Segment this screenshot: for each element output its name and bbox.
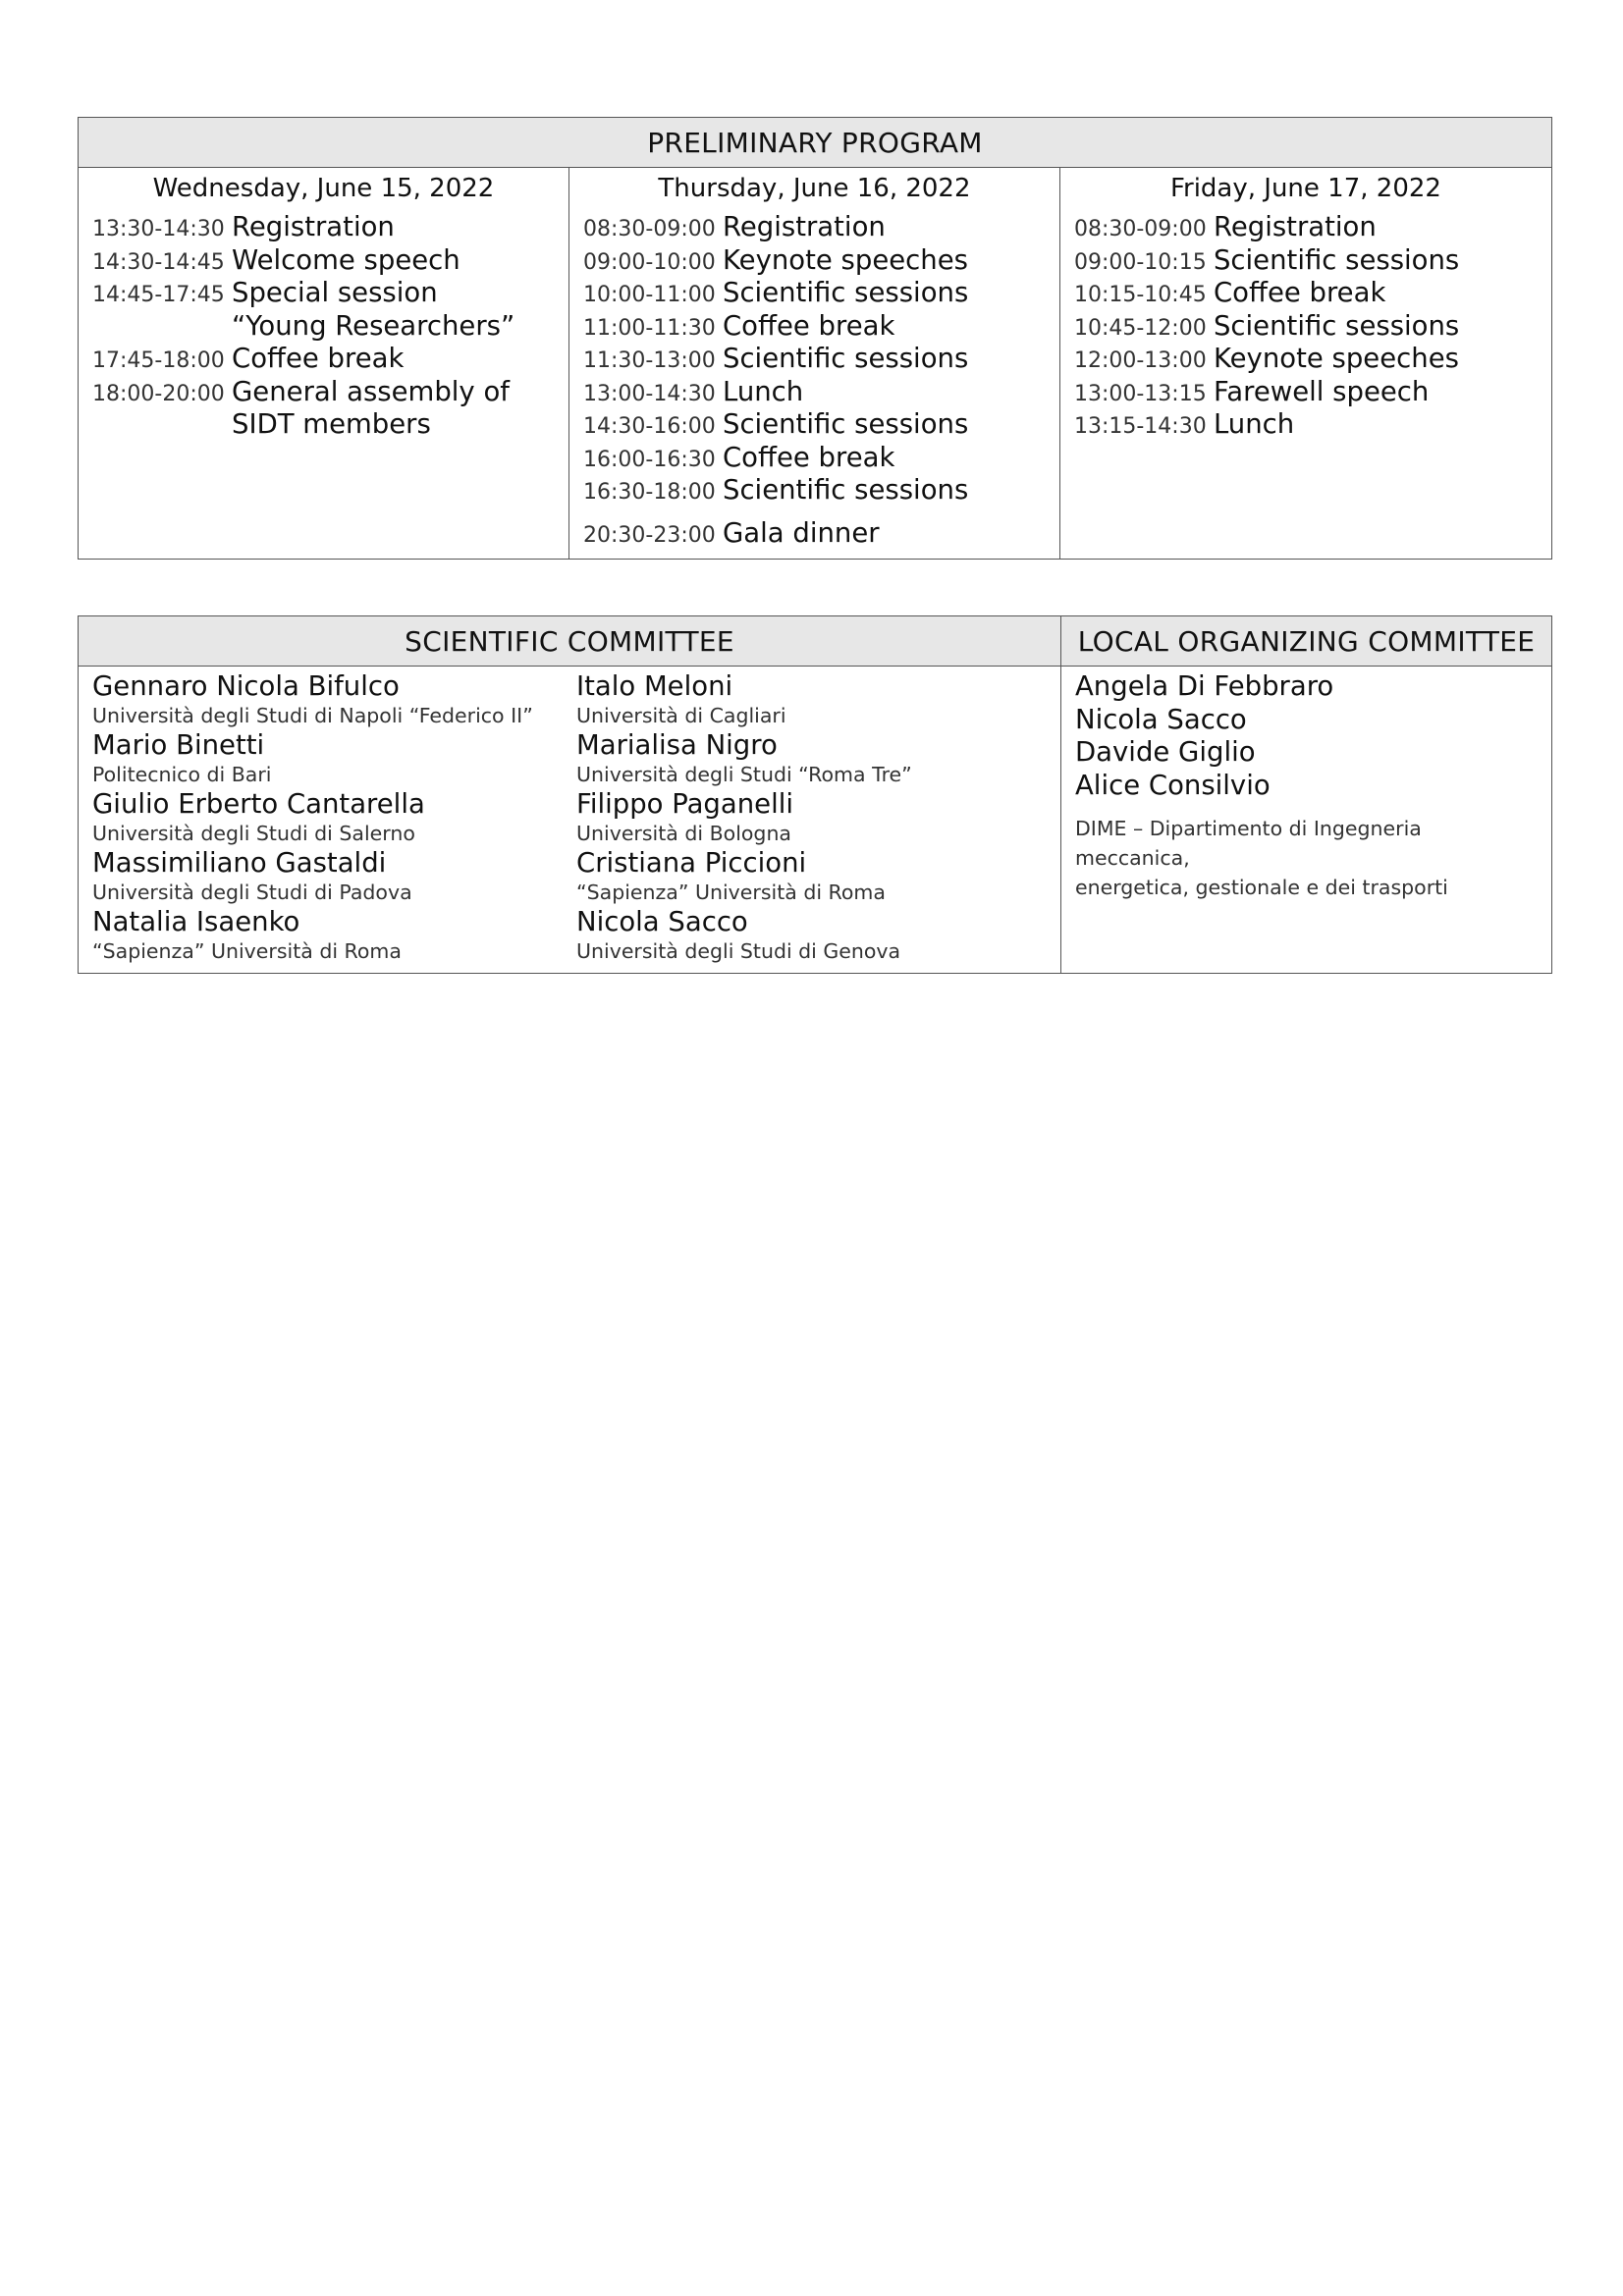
time-slot: 13:15-14:30 — [1073, 414, 1207, 439]
activity: Registration — [722, 211, 886, 242]
time-slot: 17:45-18:00 — [92, 348, 225, 373]
activity: SIDT members — [232, 408, 431, 440]
activity: Scientific sessions — [1213, 243, 1460, 276]
schedule-row — [92, 310, 568, 344]
activity: Lunch — [1213, 408, 1295, 440]
activity: Special session — [232, 277, 438, 308]
member-name: Angela Di Febbraro — [1075, 670, 1334, 702]
schedule-row — [583, 408, 1059, 442]
schedule-row — [1074, 376, 1551, 409]
schedule-row — [92, 211, 568, 244]
time-slot: 11:30-13:00 — [582, 348, 716, 373]
activity: Coffee break — [722, 441, 895, 473]
member-affiliation: Università degli Studi di Salerno — [92, 822, 415, 845]
program-table — [78, 117, 1552, 560]
activity: Lunch — [722, 375, 804, 407]
member-name: Filippo Paganelli — [576, 788, 793, 820]
member-name: Cristiana Piccioni — [576, 847, 807, 879]
schedule-row — [92, 408, 568, 442]
member-affiliation: Università degli Studi di Padova — [92, 881, 412, 904]
activity: Coffee break — [722, 309, 895, 342]
time-slot: 13:00-14:30 — [582, 381, 716, 406]
time-slot: 14:45-17:45 — [92, 283, 225, 307]
member-name: Giulio Erberto Cantarella — [92, 788, 425, 820]
member-name: Gennaro Nicola Bifulco — [92, 670, 400, 702]
activity: Registration — [1213, 211, 1377, 242]
member-name: Mario Binetti — [92, 729, 265, 761]
local-organizing-committee — [1061, 616, 1551, 973]
activity: Registration — [232, 211, 395, 242]
time-slot: 14:30-16:00 — [582, 414, 716, 439]
member-name: Alice Consilvio — [1075, 769, 1271, 801]
schedule-row — [1074, 343, 1551, 376]
time-slot: 08:30-09:00 — [582, 217, 716, 241]
member-affiliation: Università degli Studi “Roma Tre” — [576, 763, 912, 786]
member-name: Natalia Isaenko — [92, 906, 300, 937]
member-affiliation: Università di Cagliari — [576, 704, 786, 727]
member-affiliation: Università degli Studi di Napoli “Federico II” — [92, 704, 533, 727]
schedule-row — [583, 517, 1059, 551]
activity: Coffee break — [1213, 277, 1386, 308]
member-name: Italo Meloni — [576, 670, 733, 702]
time-slot: 16:30-18:00 — [582, 480, 716, 505]
member-name: Nicola Sacco — [576, 906, 748, 937]
time-slot: 20:30-23:00 — [582, 522, 716, 548]
time-slot: 11:00-11:30 — [582, 315, 716, 341]
member-name: Marialisa Nigro — [576, 729, 778, 761]
time-slot: 12:00-13:00 — [1073, 348, 1207, 373]
committee-column — [92, 670, 576, 965]
schedule-row — [583, 343, 1059, 376]
member-name: Davide Giglio — [1075, 736, 1256, 768]
schedule-row — [1074, 310, 1551, 344]
schedule-row — [583, 244, 1059, 278]
activity: Gala dinner — [722, 516, 880, 549]
schedule-row — [92, 376, 568, 409]
time-slot: 09:00-10:15 — [1073, 249, 1207, 275]
activity: Scientific sessions — [1213, 309, 1460, 342]
activity: Scientific sessions — [722, 474, 969, 506]
time-slot: 16:00-16:30 — [582, 447, 716, 472]
schedule-row — [92, 277, 568, 310]
schedule-row — [583, 277, 1059, 310]
activity: Scientific sessions — [722, 343, 969, 374]
time-slot: 10:15-10:45 — [1073, 283, 1207, 307]
time-slot: 13:30-14:30 — [92, 217, 225, 241]
department-note-line: DIME – Dipartimento di Ingegneria meccanica, — [1075, 817, 1422, 870]
activity: Keynote speeches — [1213, 343, 1459, 374]
activity: Scientific sessions — [722, 277, 969, 308]
member-affiliation: Università di Bologna — [576, 822, 791, 845]
time-slot: 09:00-10:00 — [582, 249, 716, 275]
program-title: PRELIMINARY PROGRAM — [79, 118, 1551, 168]
member-affiliation: Politecnico di Bari — [92, 763, 272, 786]
committee-column — [576, 670, 1060, 965]
schedule-row — [1074, 408, 1551, 442]
time-slot: 18:00-20:00 — [92, 381, 225, 406]
schedule-row — [583, 376, 1059, 409]
member-name: Nicola Sacco — [1075, 703, 1247, 735]
day-date: Wednesday, June 15, 2022 — [152, 174, 495, 203]
time-slot: 14:30-14:45 — [92, 249, 225, 275]
member-affiliation: “Sapienza” Università di Roma — [576, 881, 886, 904]
activity: Keynote speeches — [722, 243, 968, 276]
activity: Welcome speech — [232, 243, 460, 276]
time-slot: 08:30-09:00 — [1073, 217, 1207, 241]
time-slot: 13:00-13:15 — [1073, 381, 1207, 406]
day-date: Thursday, June 16, 2022 — [658, 174, 971, 203]
schedule-row — [92, 343, 568, 376]
member-affiliation: “Sapienza” Università di Roma — [92, 939, 402, 963]
member-affiliation: Università degli Studi di Genova — [576, 939, 901, 963]
day-column-friday — [1060, 168, 1551, 560]
local-committee-title: LOCAL ORGANIZING COMMITTEE — [1061, 616, 1551, 667]
schedule-row — [583, 310, 1059, 344]
day-date: Friday, June 17, 2022 — [1169, 174, 1441, 203]
schedule-row — [1074, 211, 1551, 244]
department-note — [1075, 814, 1551, 902]
activity: General assembly of — [232, 375, 510, 407]
schedule-row — [583, 474, 1059, 507]
time-slot: 10:00-11:00 — [582, 283, 716, 307]
schedule-row — [583, 442, 1059, 475]
time-slot: 10:45-12:00 — [1073, 315, 1207, 341]
schedule-row — [583, 211, 1059, 244]
activity: Farewell speech — [1213, 375, 1430, 407]
schedule-row — [92, 244, 568, 278]
day-column-thursday — [569, 168, 1060, 560]
department-note-line: energetica, gestionale e dei trasporti — [1075, 876, 1448, 899]
member-name: Massimiliano Gastaldi — [92, 847, 387, 879]
day-column-wednesday — [79, 168, 569, 560]
schedule-row — [1074, 244, 1551, 278]
committees-table — [78, 615, 1552, 974]
activity: Coffee break — [232, 343, 405, 374]
activity: “Young Researchers” — [232, 309, 515, 342]
scientific-committee-title: SCIENTIFIC COMMITTEE — [79, 616, 1060, 667]
schedule-row — [1074, 277, 1551, 310]
activity: Scientific sessions — [722, 408, 969, 440]
scientific-committee — [79, 616, 1061, 973]
